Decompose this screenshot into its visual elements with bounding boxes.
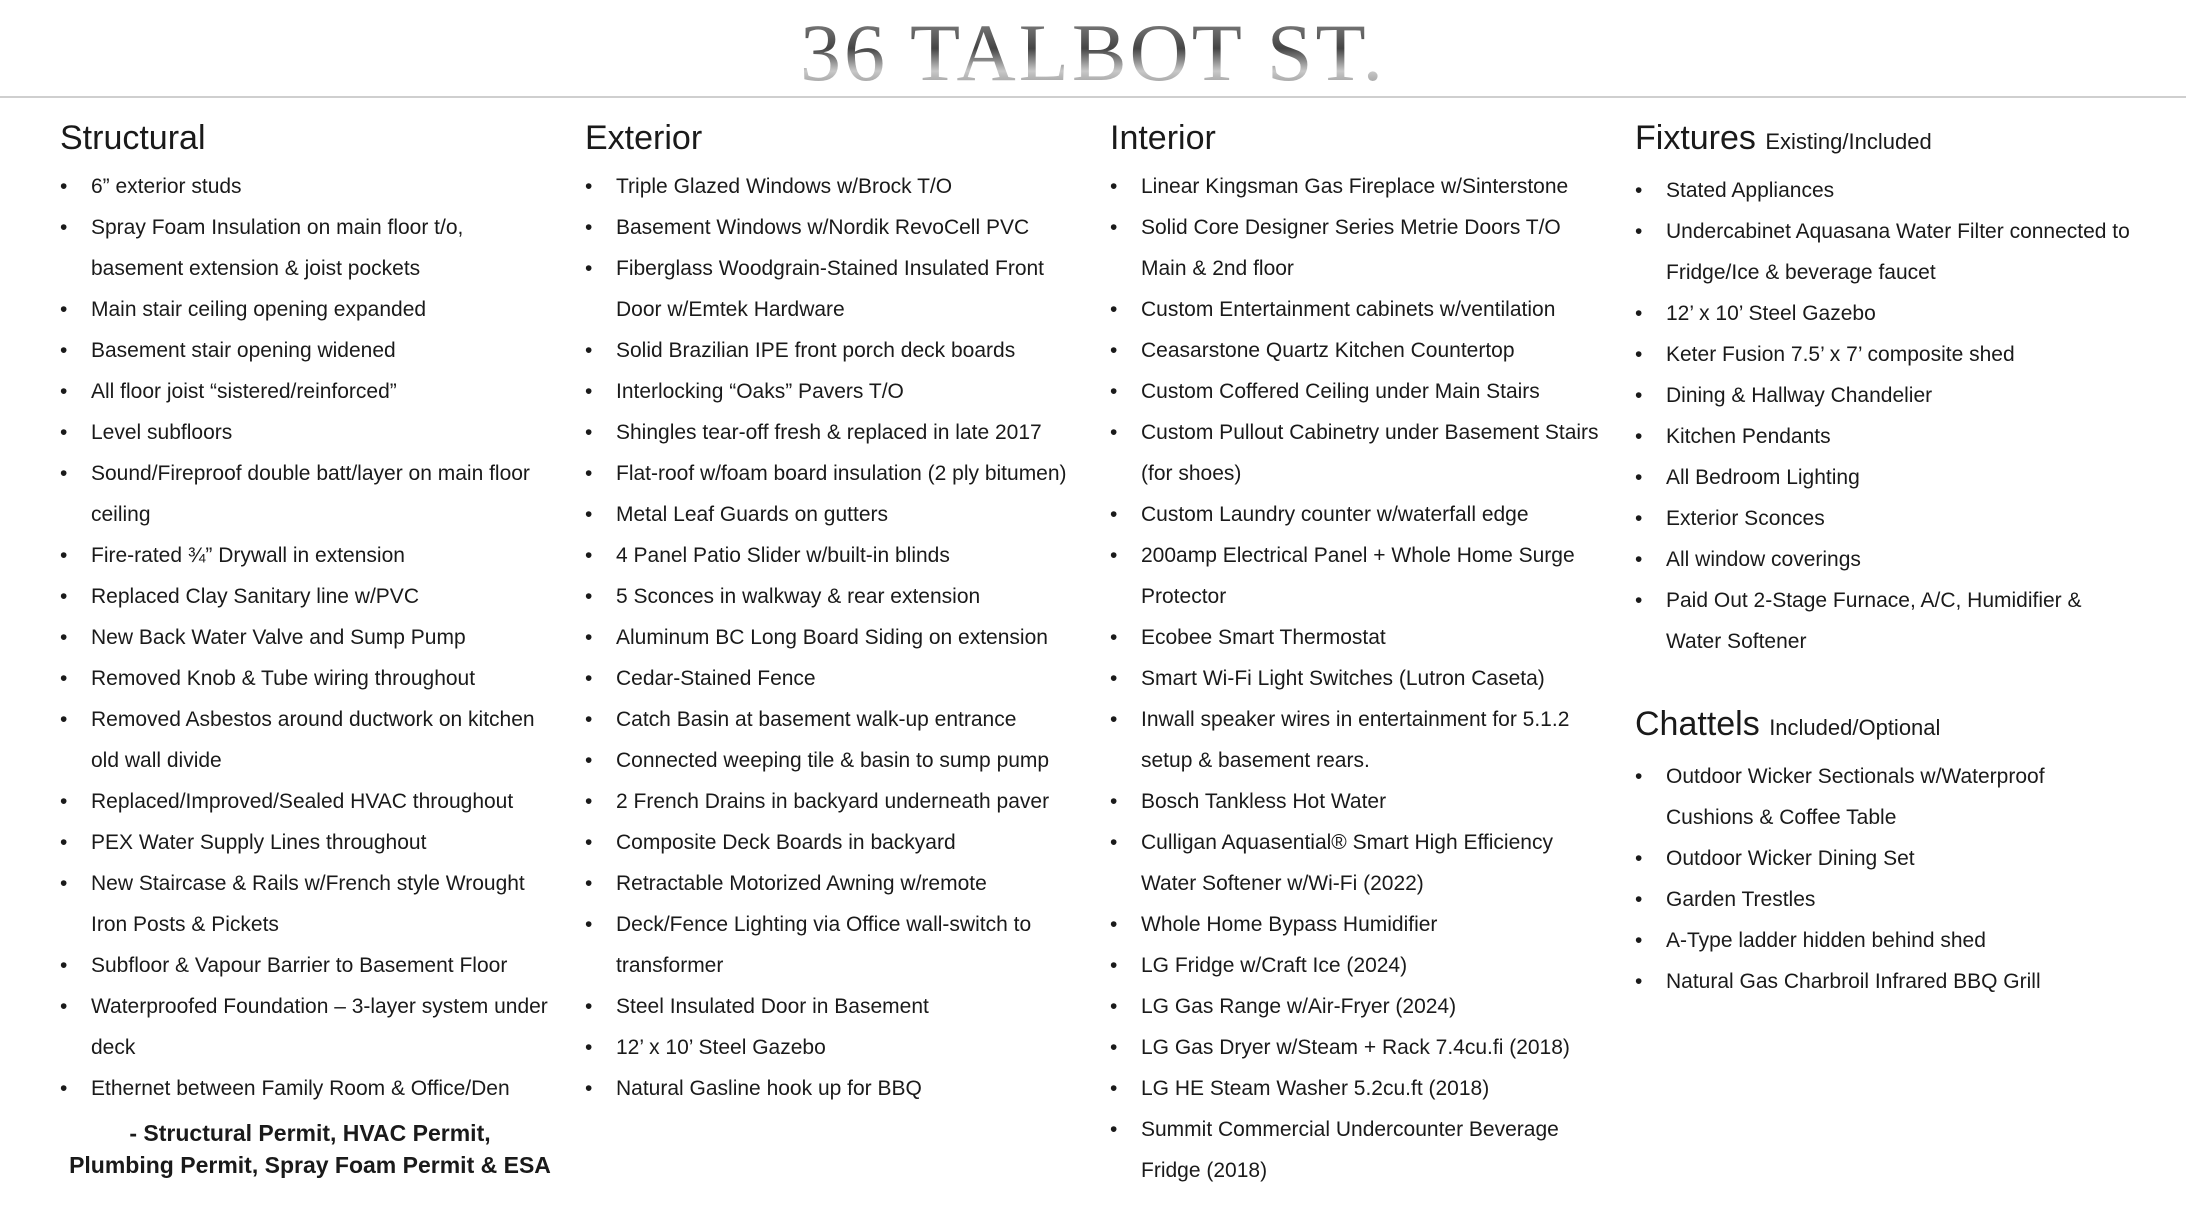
list-item: • Custom Laundry counter w/waterfall edge <box>1110 494 1610 535</box>
list-item: • LG HE Steam Washer 5.2cu.ft (2018) <box>1110 1068 1610 1109</box>
chattels-heading <box>1635 698 2135 754</box>
list-item: • Solid Brazilian IPE front porch deck boards <box>585 330 1085 371</box>
list-item: • Exterior Sconces <box>1635 498 2135 539</box>
list-item: • New Staircase & Rails w/French style Wrought Iron Posts & Pickets <box>60 863 560 945</box>
list-item: • LG Fridge w/Craft Ice (2024) <box>1110 945 1610 986</box>
list-item: • 2 French Drains in backyard underneath paver <box>585 781 1085 822</box>
list-item: • Kitchen Pendants <box>1635 416 2135 457</box>
list-item: • Main stair ceiling opening expanded <box>60 289 560 330</box>
list-item: • Removed Knob & Tube wiring throughout <box>60 658 560 699</box>
list-item: • Steel Insulated Door in Basement <box>585 986 1085 1027</box>
fixtures-heading-title: Fixtures <box>1635 119 1756 157</box>
list-item: • Catch Basin at basement walk-up entrance <box>585 699 1085 740</box>
list-item: • Dining & Hallway Chandelier <box>1635 375 2135 416</box>
page-header <box>0 0 2186 98</box>
page-title: 36 TALBOT ST. <box>0 8 2186 98</box>
list-item: • Replaced/Improved/Sealed HVAC throughout <box>60 781 560 822</box>
list-item: • Metal Leaf Guards on gutters <box>585 494 1085 535</box>
list-item: • Outdoor Wicker Dining Set <box>1635 838 2135 879</box>
list-item: • LG Gas Range w/Air-Fryer (2024) <box>1110 986 1610 1027</box>
list-item: • Replaced Clay Sanitary line w/PVC <box>60 576 560 617</box>
list-item: • 12’ x 10’ Steel Gazebo <box>585 1027 1085 1068</box>
permit-note-line: Plumbing Permit, Spray Foam Permit & ESA <box>69 1152 551 1178</box>
interior-list <box>1110 166 1610 1191</box>
list-item: • Retractable Motorized Awning w/remote <box>585 863 1085 904</box>
exterior-column <box>585 112 1085 1109</box>
list-item: • Culligan Aquasential® Smart High Efficiency Water Softener w/Wi-Fi (2022) <box>1110 822 1610 904</box>
list-item: • PEX Water Supply Lines throughout <box>60 822 560 863</box>
list-item: • Garden Trestles <box>1635 879 2135 920</box>
list-item: • All window coverings <box>1635 539 2135 580</box>
list-item: • Keter Fusion 7.5’ x 7’ composite shed <box>1635 334 2135 375</box>
interior-column <box>1110 112 1610 1191</box>
list-item: • Summit Commercial Undercounter Beverage Fridge (2018) <box>1110 1109 1610 1191</box>
list-item: • Fiberglass Woodgrain-Stained Insulated Front Door w/Emtek Hardware <box>585 248 1085 330</box>
list-item: • Custom Entertainment cabinets w/ventilation <box>1110 289 1610 330</box>
fixtures-list <box>1635 170 2135 662</box>
list-item: • Shingles tear-off fresh & replaced in late 2017 <box>585 412 1085 453</box>
list-item: • Level subfloors <box>60 412 560 453</box>
list-item: • Connected weeping tile & basin to sump pump <box>585 740 1085 781</box>
list-item: • Natural Gasline hook up for BBQ <box>585 1068 1085 1109</box>
list-item: • 200amp Electrical Panel + Whole Home Surge Protector <box>1110 535 1610 617</box>
list-item: • 5 Sconces in walkway & rear extension <box>585 576 1085 617</box>
list-item: • Spray Foam Insulation on main floor t/o, basement extension & joist pockets <box>60 207 560 289</box>
list-item: • Aluminum BC Long Board Siding on extension <box>585 617 1085 658</box>
list-item: • Outdoor Wicker Sectionals w/Waterproof Cushions & Coffee Table <box>1635 756 2135 838</box>
interior-heading: Interior <box>1110 119 1216 157</box>
exterior-list <box>585 166 1085 1109</box>
list-item: • Linear Kingsman Gas Fireplace w/Sinterstone <box>1110 166 1610 207</box>
list-item: • Undercabinet Aquasana Water Filter connected to Fridge/Ice & beverage faucet <box>1635 211 2135 293</box>
permit-note <box>60 1117 560 1181</box>
list-item: • Stated Appliances <box>1635 170 2135 211</box>
list-item: • Inwall speaker wires in entertainment for 5.1.2 setup & basement rears. <box>1110 699 1610 781</box>
list-item: • Custom Coffered Ceiling under Main Stairs <box>1110 371 1610 412</box>
list-item: • Basement stair opening widened <box>60 330 560 371</box>
chattels-list <box>1635 756 2135 1002</box>
list-item: • Basement Windows w/Nordik RevoCell PVC <box>585 207 1085 248</box>
list-item: • Subfloor & Vapour Barrier to Basement Floor <box>60 945 560 986</box>
list-item: • Flat-roof w/foam board insulation (2 ply bitumen) <box>585 453 1085 494</box>
structural-column <box>60 112 560 1181</box>
list-item: • Composite Deck Boards in backyard <box>585 822 1085 863</box>
list-item: • Ecobee Smart Thermostat <box>1110 617 1610 658</box>
list-item: • Ethernet between Family Room & Office/Den <box>60 1068 560 1109</box>
list-item: • Natural Gas Charbroil Infrared BBQ Grill <box>1635 961 2135 1002</box>
list-item: • Solid Core Designer Series Metrie Doors T/O Main & 2nd floor <box>1110 207 1610 289</box>
list-item: • Triple Glazed Windows w/Brock T/O <box>585 166 1085 207</box>
list-item: • All floor joist “sistered/reinforced” <box>60 371 560 412</box>
list-item: • All Bedroom Lighting <box>1635 457 2135 498</box>
list-item: • Cedar-Stained Fence <box>585 658 1085 699</box>
list-item: • 12’ x 10’ Steel Gazebo <box>1635 293 2135 334</box>
fixtures-heading <box>1635 112 2135 168</box>
structural-list <box>60 166 560 1109</box>
list-item: • Custom Pullout Cabinetry under Basement Stairs (for shoes) <box>1110 412 1610 494</box>
list-item: • Deck/Fence Lighting via Office wall-switch to transformer <box>585 904 1085 986</box>
chattels-heading-sub: Included/Optional <box>1769 715 1941 740</box>
list-item: • Paid Out 2-Stage Furnace, A/C, Humidifier & Water Softener <box>1635 580 2135 662</box>
chattels-heading-title: Chattels <box>1635 705 1760 743</box>
list-item: • Bosch Tankless Hot Water <box>1110 781 1610 822</box>
fixtures-column <box>1635 112 2135 1002</box>
list-item: • Interlocking “Oaks” Pavers T/O <box>585 371 1085 412</box>
list-item: • Ceasarstone Quartz Kitchen Countertop <box>1110 330 1610 371</box>
list-item: • Whole Home Bypass Humidifier <box>1110 904 1610 945</box>
exterior-heading: Exterior <box>585 119 703 157</box>
list-item: • 6” exterior studs <box>60 166 560 207</box>
list-item: • 4 Panel Patio Slider w/built-in blinds <box>585 535 1085 576</box>
fixtures-heading-sub: Existing/Included <box>1765 129 1932 154</box>
permit-note-line: - Structural Permit, HVAC Permit, <box>129 1120 491 1146</box>
list-item: • Fire-rated ¾” Drywall in extension <box>60 535 560 576</box>
list-item: • Waterproofed Foundation – 3-layer system under deck <box>60 986 560 1068</box>
list-item: • Sound/Fireproof double batt/layer on main floor ceiling <box>60 453 560 535</box>
list-item: • LG Gas Dryer w/Steam + Rack 7.4cu.fi (2018) <box>1110 1027 1610 1068</box>
list-item: • New Back Water Valve and Sump Pump <box>60 617 560 658</box>
list-item: • A-Type ladder hidden behind shed <box>1635 920 2135 961</box>
list-item: • Removed Asbestos around ductwork on kitchen old wall divide <box>60 699 560 781</box>
list-item: • Smart Wi-Fi Light Switches (Lutron Caseta) <box>1110 658 1610 699</box>
structural-heading: Structural <box>60 119 206 157</box>
